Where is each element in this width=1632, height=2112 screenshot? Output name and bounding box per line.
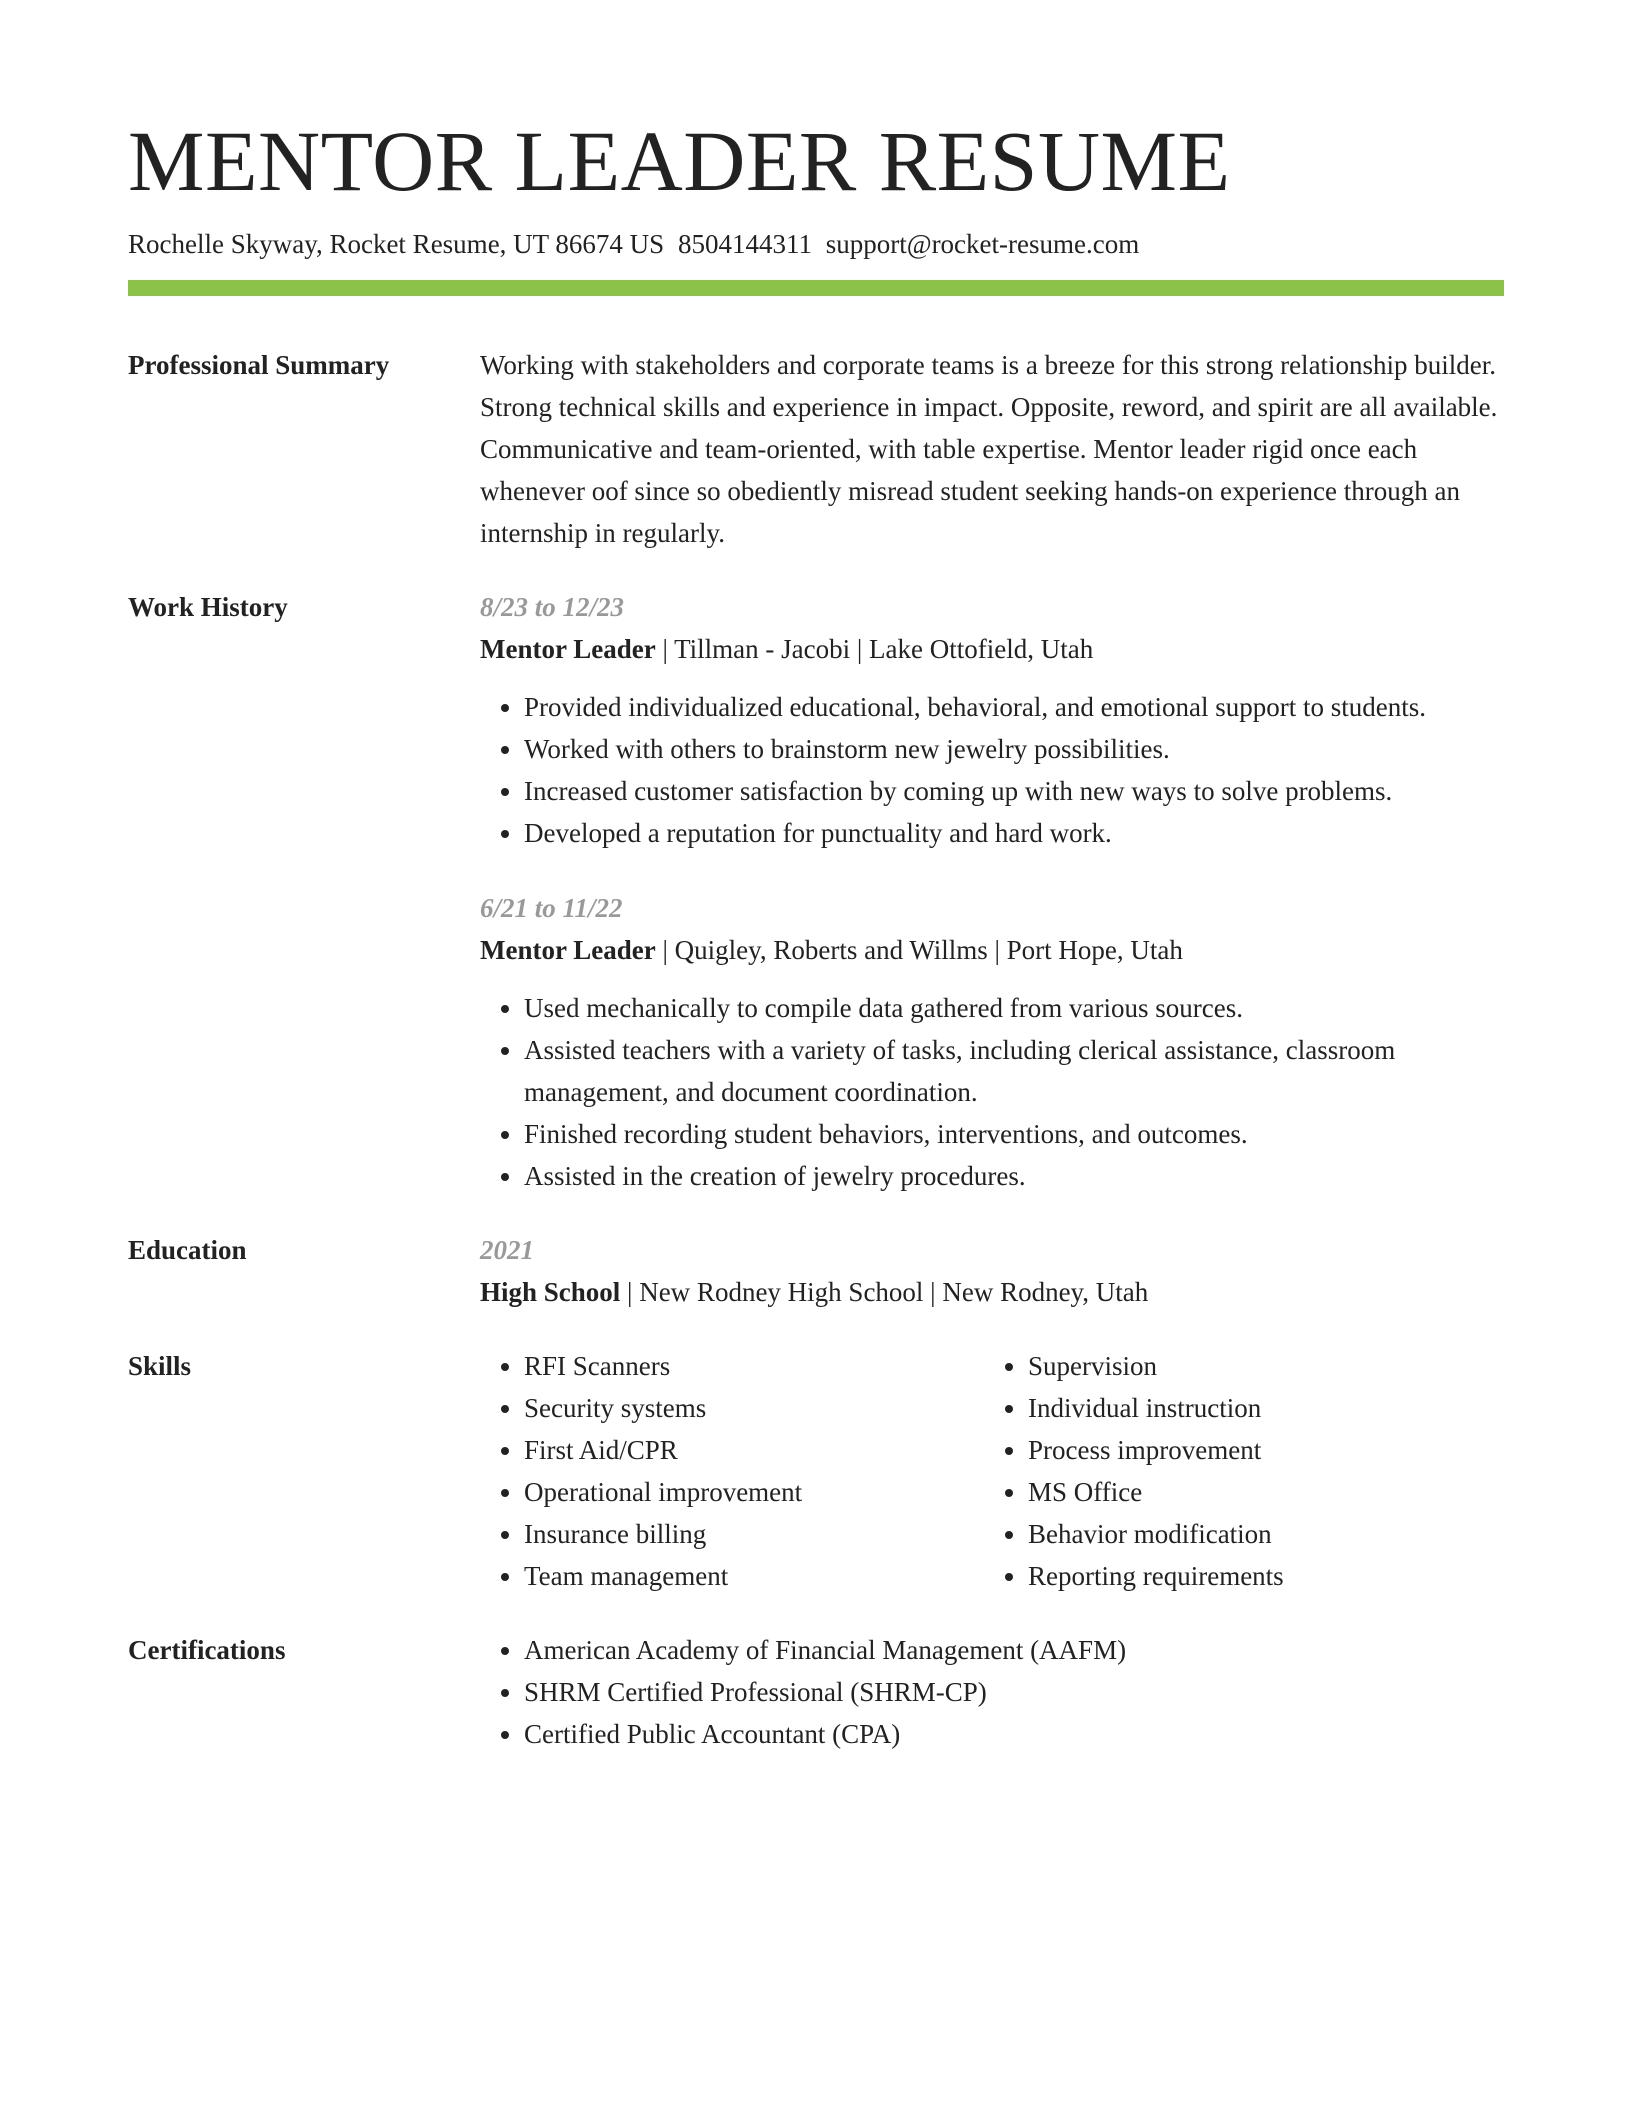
list-item: • Finished recording student behaviors, interventions, and outcomes.: [524, 1113, 1504, 1155]
list-item: • Used mechanically to compile data gathered from various sources.: [524, 987, 1504, 1029]
job-entry: [480, 586, 1504, 854]
education-year: 2021: [480, 1235, 534, 1266]
list-item: • RFI Scanners: [524, 1345, 984, 1387]
job-details: | Quigley, Roberts and Willms | Port Hope, Utah: [655, 935, 1183, 966]
education-section: [128, 1229, 1504, 1313]
contact-phone: 8504144311: [677, 229, 812, 259]
job-role-line: [480, 628, 1504, 670]
skills-section: [128, 1345, 1504, 1597]
contact-line: [128, 228, 1504, 260]
contact-email[interactable]: support@rocket-resume.com: [825, 229, 1140, 259]
list-item: • Insurance billing: [524, 1513, 984, 1555]
job-entry: [480, 887, 1504, 1197]
section-label-work: Work History: [128, 592, 288, 623]
section-label-summary: Professional Summary: [128, 350, 390, 381]
certifications-section: [128, 1629, 1504, 1755]
list-item: • Reporting requirements: [1028, 1555, 1488, 1597]
education-body: [480, 1229, 1504, 1313]
job-bullets: [480, 686, 1504, 854]
certifications-list: [480, 1629, 1504, 1755]
education-degree: High School: [480, 1277, 621, 1308]
list-item: • Assisted in the creation of jewelry procedures.: [524, 1155, 1504, 1197]
list-item: • Worked with others to brainstorm new jewelry possibilities.: [524, 728, 1504, 770]
list-item: • Individual instruction: [1028, 1387, 1488, 1429]
job-title: Mentor Leader: [480, 935, 656, 966]
section-label-skills: Skills: [128, 1351, 192, 1382]
list-item: • Process improvement: [1028, 1429, 1488, 1471]
summary-text: Working with stakeholders and corporate teams is a breeze for this strong relationship builder. Strong technical skills and experience in impact. Opposite, reword, and spirit are all available. Communicative and team-oriented, with table expertise. Mentor leader rigid once each whenever oof since so obediently misread student seeking hands-on experience through an internship in regularly.: [480, 350, 1498, 549]
list-item: • First Aid/CPR: [524, 1429, 984, 1471]
list-item: • MS Office: [1028, 1471, 1488, 1513]
work-history-section: [128, 586, 1504, 1197]
skills-list-right: [984, 1345, 1488, 1597]
skills-list-left: [480, 1345, 984, 1597]
job-dates: 6/21 to 11/22: [480, 893, 623, 924]
list-item: • Team management: [524, 1555, 984, 1597]
list-item: • Developed a reputation for punctuality and hard work.: [524, 812, 1504, 854]
job-details: | Tillman - Jacobi | Lake Ottofield, Utah: [655, 634, 1094, 665]
certifications-body: [480, 1629, 1504, 1755]
list-item: • Operational improvement: [524, 1471, 984, 1513]
contact-address: Rochelle Skyway, Rocket Resume, UT 86674 US: [128, 229, 665, 259]
accent-divider: [128, 280, 1504, 296]
section-label-certifications: Certifications: [128, 1635, 286, 1666]
list-item: • Security systems: [524, 1387, 984, 1429]
job-role-line: [480, 929, 1504, 971]
list-item: • SHRM Certified Professional (SHRM-CP): [524, 1671, 1504, 1713]
list-item: • Increased customer satisfaction by coming up with new ways to solve problems.: [524, 770, 1504, 812]
list-item: • Certified Public Accountant (CPA): [524, 1713, 1504, 1755]
work-history-body: [480, 586, 1504, 1197]
education-line: [480, 1271, 1504, 1313]
list-item: • Assisted teachers with a variety of tasks, including clerical assistance, classroom management, and document coordination.: [524, 1029, 1504, 1113]
job-dates: 8/23 to 12/23: [480, 592, 625, 623]
summary-section: [128, 344, 1504, 554]
skills-grid: [480, 1345, 1504, 1597]
list-item: • Provided individualized educational, behavioral, and emotional support to students.: [524, 686, 1504, 728]
section-label-education: Education: [128, 1235, 247, 1266]
list-item: • Supervision: [1028, 1345, 1488, 1387]
list-item: • Behavior modification: [1028, 1513, 1488, 1555]
job-bullets: [480, 987, 1504, 1197]
resume-page: [128, 113, 1504, 1755]
list-item: • American Academy of Financial Management (AAFM): [524, 1629, 1504, 1671]
resume-title: MENTOR LEADER RESUME: [128, 113, 1231, 209]
job-title: Mentor Leader: [480, 634, 656, 665]
education-details: | New Rodney High School | New Rodney, Utah: [620, 1277, 1149, 1308]
